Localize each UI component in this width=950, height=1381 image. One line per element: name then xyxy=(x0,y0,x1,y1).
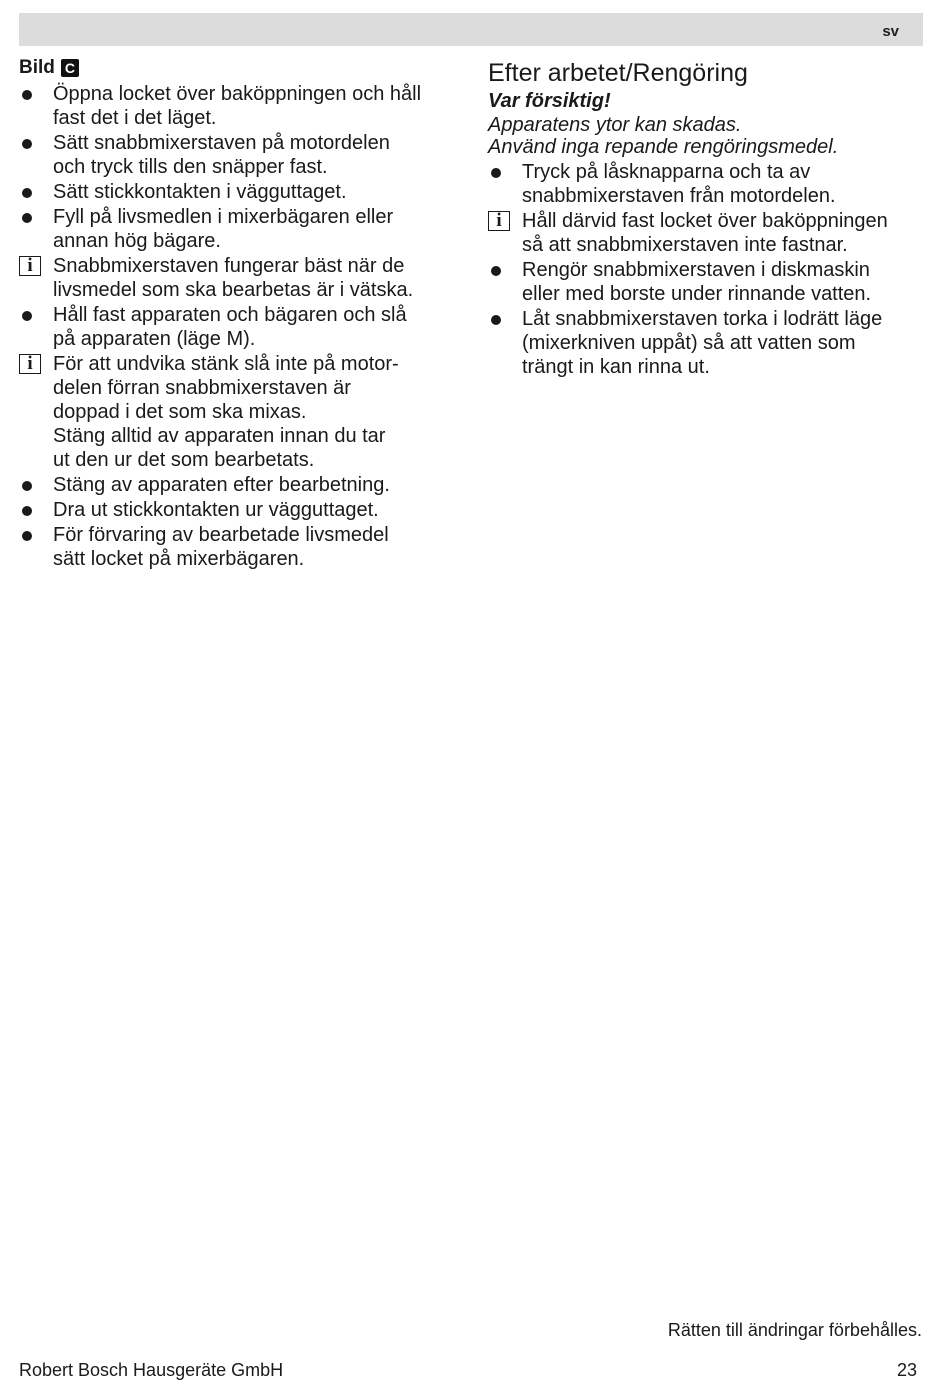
info-note xyxy=(19,254,459,302)
item-text-line: Rengör snabbmixerstaven i diskmaskin xyxy=(522,259,870,281)
item-text-line: Sätt stickkontakten i vägguttaget. xyxy=(53,181,347,203)
item-text-line: Sätt snabbmixerstaven på motordelen xyxy=(53,132,390,154)
item-text-line: För förvaring av bearbetade livsmedel xyxy=(53,524,389,546)
bullet-item xyxy=(19,180,459,204)
info-note xyxy=(488,209,928,257)
language-code: sv xyxy=(882,23,899,40)
info-icon: i xyxy=(19,354,41,374)
bullet-icon xyxy=(22,481,32,491)
item-text-line: Tryck på låsknapparna och ta av xyxy=(522,161,811,183)
bullet-item xyxy=(19,82,459,130)
item-text-line: eller med borste under rinnande vatten. xyxy=(522,283,872,305)
bullet-icon xyxy=(491,315,501,325)
item-text-line: annan hög bägare. xyxy=(53,230,221,252)
item-text-line: Fyll på livsmedlen i mixerbägaren eller xyxy=(53,206,394,228)
bullet-icon xyxy=(22,188,32,198)
bullet-icon xyxy=(22,311,32,321)
item-text-line: livsmedel som ska bearbetas är i vätska. xyxy=(53,279,414,301)
bullet-icon xyxy=(22,531,32,541)
bullet-item xyxy=(19,205,459,253)
info-icon: i xyxy=(19,256,41,276)
header-bar xyxy=(19,13,923,46)
footer-note: Rätten till ändringar förbehålles. xyxy=(667,1320,922,1340)
bullet-item xyxy=(488,160,928,208)
bullet-icon xyxy=(22,139,32,149)
figure-heading xyxy=(19,56,459,80)
caution-line: Apparatens ytor kan skadas. xyxy=(488,114,742,136)
info-note xyxy=(19,352,459,472)
item-text-line: Låt snabbmixerstaven torka i lodrätt läge xyxy=(522,308,883,330)
section-title: Efter arbetet/Rengöring xyxy=(488,59,748,87)
item-text-line: på apparaten (läge M). xyxy=(53,328,256,350)
item-text-line: Håll fast apparaten och bägaren och slå xyxy=(53,304,407,326)
item-text-line: För att undvika stänk slå inte på motor- xyxy=(53,353,399,375)
item-text-line: sätt locket på mixerbägaren. xyxy=(53,548,305,570)
item-text-line: doppad i det som ska mixas. xyxy=(53,401,307,423)
bullet-item xyxy=(488,307,928,379)
right-instruction-list xyxy=(488,160,928,379)
item-text-line: Snabbmixerstaven fungerar bäst när de xyxy=(53,255,405,277)
bullet-icon xyxy=(22,213,32,223)
item-text-line: Öppna locket över baköppningen och håll xyxy=(53,83,422,105)
page-number: 23 xyxy=(896,1360,917,1380)
bullet-item xyxy=(19,131,459,179)
item-text-line: ut den ur det som bearbetats. xyxy=(53,449,315,471)
bullet-item xyxy=(488,258,928,306)
caution-line: Använd inga repande rengöringsmedel. xyxy=(488,136,839,158)
caution-title: Var försiktig! xyxy=(488,90,611,112)
item-text-line: delen förran snabbmixerstaven är xyxy=(53,377,351,399)
right-column xyxy=(488,56,928,380)
bullet-item xyxy=(19,523,459,571)
bullet-icon xyxy=(22,506,32,516)
left-column xyxy=(19,56,459,572)
caution-text xyxy=(488,114,928,158)
item-text-line: Stäng alltid av apparaten innan du tar xyxy=(53,425,386,447)
figure-badge: C xyxy=(61,59,79,77)
left-instruction-list xyxy=(19,82,459,571)
bullet-icon xyxy=(22,90,32,100)
item-text-line: fast det i det läget. xyxy=(53,107,217,129)
bullet-item xyxy=(19,473,459,497)
item-text-line: Dra ut stickkontakten ur vägguttaget. xyxy=(53,499,379,521)
item-text-line: och tryck tills den snäpper fast. xyxy=(53,156,328,178)
item-text-line: Håll därvid fast locket över baköppningen xyxy=(522,210,888,232)
footer-company: Robert Bosch Hausgeräte GmbH xyxy=(19,1360,284,1380)
item-text-line: Stäng av apparaten efter bearbetning. xyxy=(53,474,390,496)
bullet-icon xyxy=(491,168,501,178)
item-text-line: så att snabbmixerstaven inte fastnar. xyxy=(522,234,848,256)
item-text-line: (mixerkniven uppåt) så att vatten som xyxy=(522,332,856,354)
info-icon: i xyxy=(488,211,510,231)
item-text-line: snabbmixerstaven från motordelen. xyxy=(522,185,836,207)
figure-heading-label: Bild xyxy=(19,57,55,78)
bullet-item xyxy=(19,303,459,351)
bullet-icon xyxy=(491,266,501,276)
bullet-item xyxy=(19,498,459,522)
item-text-line: trängt in kan rinna ut. xyxy=(522,356,710,378)
